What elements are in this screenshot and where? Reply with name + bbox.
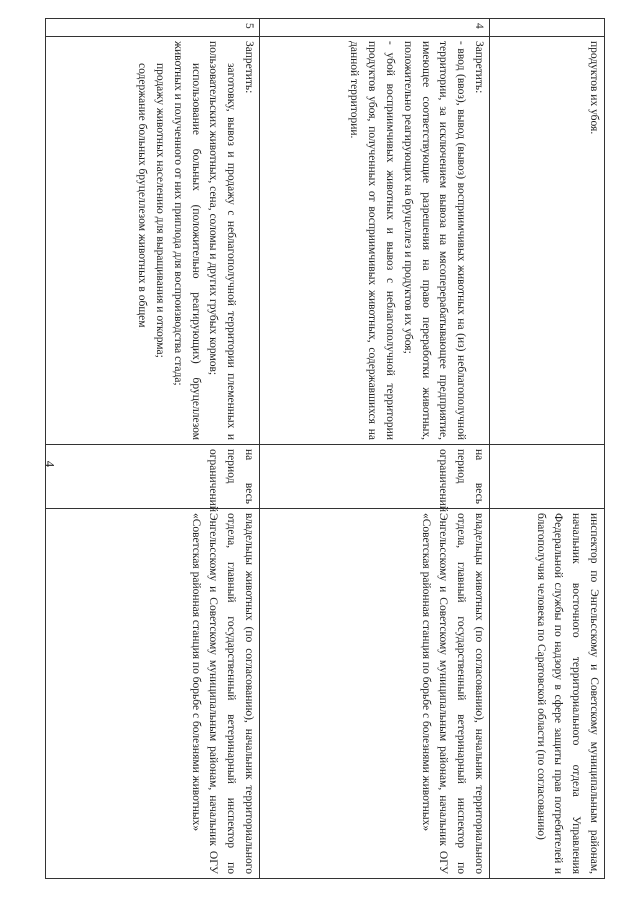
measures-table	[45, 18, 605, 879]
row-number	[490, 19, 605, 37]
table-row	[490, 19, 605, 879]
measure-heading: Запретить:	[473, 41, 485, 94]
measure-heading: Запретить:	[243, 41, 255, 94]
table-row	[260, 19, 490, 879]
row-number: 4	[260, 19, 490, 37]
responsible-cell: владельцы животных (по согласованию), начальник территориального отдела, главный государственный ветеринарный инспектор по Энгельсскому и Советскому муниципальным районам, начальник ОГУ «Советская районная станция по борьбе с болезнями животных»	[260, 509, 490, 879]
period-cell: на весь период ограничений	[260, 445, 490, 509]
responsible-cell: владельцы животных (по согласованию), начальник территориального отдела, главный государственный ветеринарный инспектор по Энгельсскому и Советскому муниципальным районам, начальник ОГУ «Советская районная станция по борьбе с болезнями животных»	[46, 509, 260, 879]
row-number: 5	[46, 19, 260, 37]
measure-cell	[260, 37, 490, 445]
measure-cell	[490, 37, 605, 445]
measure-paragraph: продуктов их убоя.	[588, 41, 600, 135]
responsible-cell: инспектор по Энгельсскому и Советскому муниципальным районам, начальник восточного территориального отдела Управления Федеральной службы по надзору в сфере защиты прав потребителей и благополучия человека по Саратовской области (по согласованию)	[490, 509, 605, 879]
page-number: 4	[42, 460, 58, 468]
measure-paragraph: - убой восприимчивых животных и вывоз с неблагополучной территории продуктов убоя, полученных от восприимчивых животных, содержавшихся на данной территории.	[348, 41, 396, 440]
table-row	[46, 19, 260, 879]
period-cell: на весь период ограничений	[46, 445, 260, 509]
rotated-table-container	[45, 18, 605, 878]
period-cell	[490, 445, 605, 509]
measure-paragraph: - ввод (ввоз), вывод (вывоз) восприимчивых животных на (из) неблагополучной территории, за исключением вывоза на мясоперерабатывающее предприятие, имеющее соответствующие разрешения на право переработки животных, положительно реагирующих на бруцеллез и продуктов их убоя;	[401, 41, 468, 440]
measure-paragraph: использование больных (положительно реагирующих) бруцеллезом животных и полученного от них приплода для воспроизводства стада;	[171, 41, 202, 440]
measure-paragraph: продажу животных населению для выращивания и откорма;	[153, 63, 166, 358]
measure-cell	[46, 37, 260, 445]
measure-paragraph: заготовку, вывоз и продажу с неблагополучной территории племенных и пользовательских животных, сена, соломы и других грубых кормов;	[207, 41, 238, 440]
measure-paragraph: содержание больных бруцеллезом животных в общем	[136, 63, 149, 328]
